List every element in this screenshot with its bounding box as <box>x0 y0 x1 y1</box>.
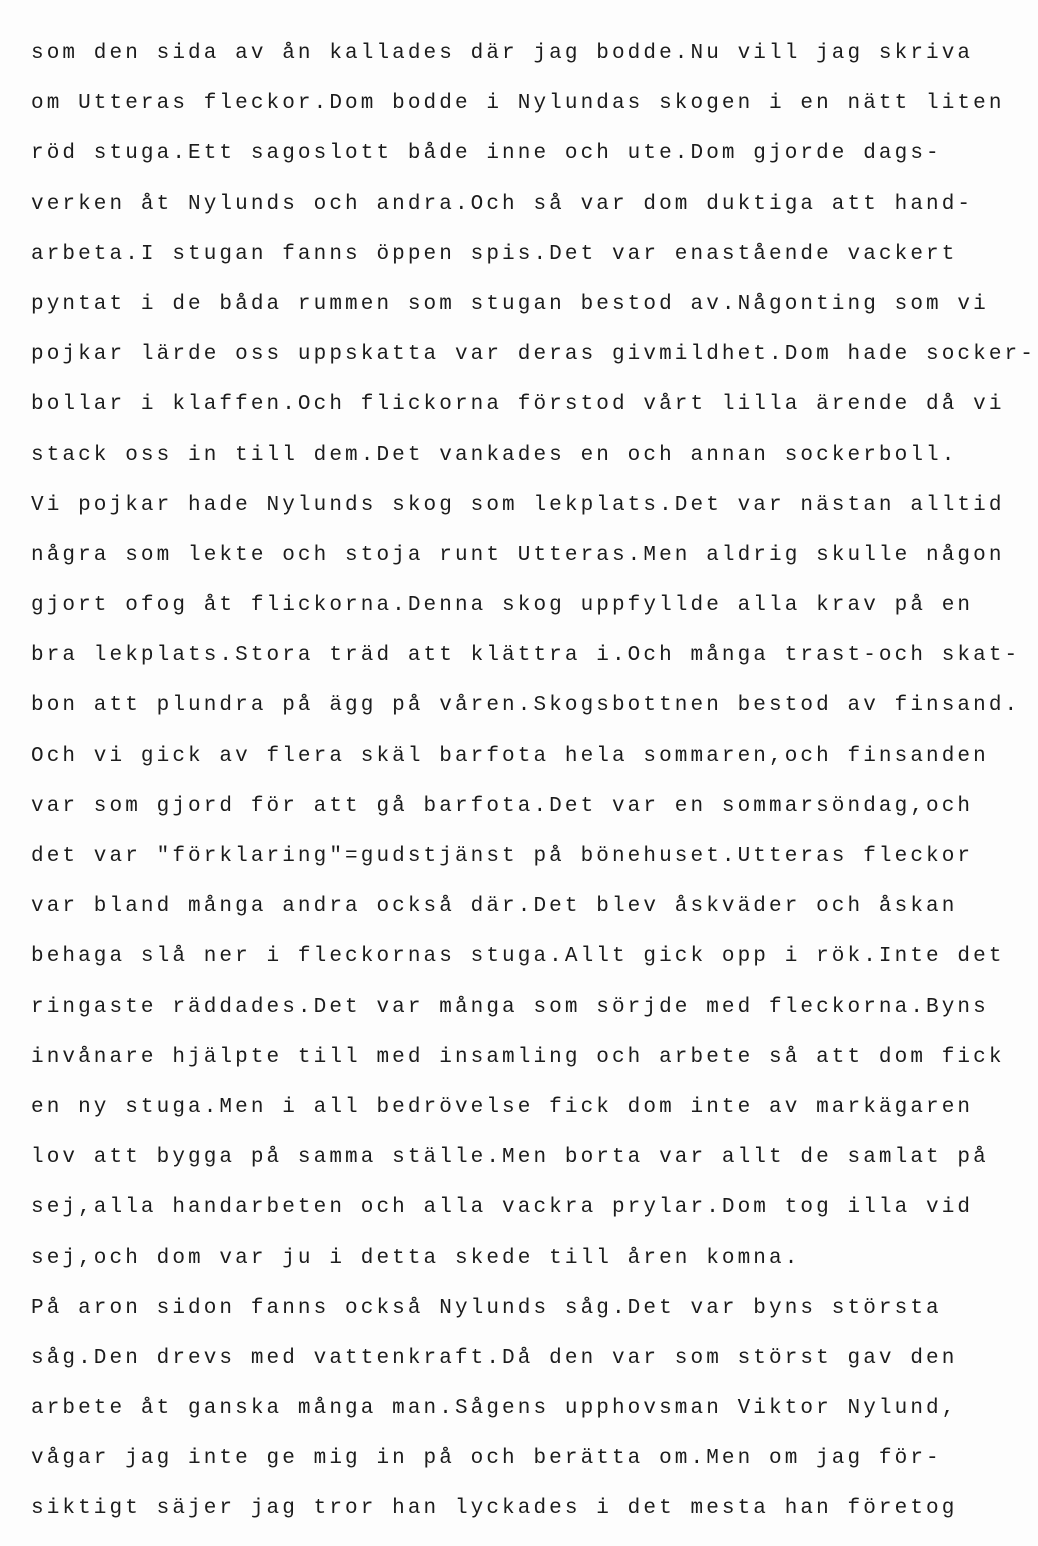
text-line: arbete åt ganska många man.Sågens upphovsman Viktor Nylund, <box>31 1397 958 1421</box>
text-line: bollar i klaffen.Och flickorna förstod vårt lilla ärende då vi <box>31 393 1005 417</box>
text-line: en ny stuga.Men i all bedrövelse fick dom inte av markägaren <box>31 1095 974 1119</box>
text-line: stack oss in till dem.Det vankades en och annan sockerboll. <box>31 443 958 467</box>
text-line: gjort ofog åt flickorna.Denna skog uppfyllde alla krav på en <box>31 594 974 618</box>
typewritten-text-block <box>31 29 1036 1535</box>
text-line: sej,och dom var ju i detta skede till åren komna. <box>31 1246 801 1270</box>
text-line: såg.Den drevs med vattenkraft.Då den var som störst gav den <box>31 1346 958 1370</box>
text-line: pojkar lärde oss uppskatta var deras givmildhet.Dom hade socker- <box>31 343 1036 367</box>
text-line: om Utteras fleckor.Dom bodde i Nylundas skogen i en nätt liten <box>31 92 1005 116</box>
text-line: som den sida av ån kallades där jag bodde.Nu vill jag skriva <box>31 42 974 65</box>
text-line: vågar jag inte ge mig in på och berätta om.Men om jag för- <box>31 1447 942 1471</box>
text-line: Vi pojkar hade Nylunds skog som lekplats.Det var nästan alltid <box>31 493 1005 517</box>
text-line: bra lekplats.Stora träd att klättra i.Och många trast-och skat- <box>31 644 1021 668</box>
text-line: Och vi gick av flera skäl barfota hela sommaren,och finsanden <box>31 744 989 768</box>
text-line: var som gjord för att gå barfota.Det var en sommarsöndag,och <box>31 794 974 818</box>
text-line: bon att plundra på ägg på våren.Skogsbottnen bestod av finsand. <box>31 694 1021 718</box>
text-line: lov att bygga på samma ställe.Men borta var allt de samlat på <box>31 1146 989 1170</box>
text-line: pyntat i de båda rummen som stugan bestod av.Någonting som vi <box>31 292 989 316</box>
text-line: verken åt Nylunds och andra.Och så var dom duktiga att hand- <box>31 192 974 216</box>
text-line: arbeta.I stugan fanns öppen spis.Det var enastående vackert <box>31 242 958 266</box>
text-line: några som lekte och stoja runt Utteras.Men aldrig skulle någon <box>31 543 1005 567</box>
text-line: ringaste räddades.Det var många som sörjde med fleckorna.Byns <box>31 995 989 1019</box>
text-line: var bland många andra också där.Det blev åskväder och åskan <box>31 895 958 919</box>
text-line: behaga slå ner i fleckornas stuga.Allt gick opp i rök.Inte det <box>31 945 1005 969</box>
text-line: På aron sidon fanns också Nylunds såg.Det var byns största <box>31 1296 942 1320</box>
text-line: siktigt säjer jag tror han lyckades i det mesta han företog <box>31 1497 958 1521</box>
text-line: röd stuga.Ett sagoslott både inne och ute.Dom gjorde dags- <box>31 142 942 166</box>
text-line: invånare hjälpte till med insamling och arbete så att dom fick <box>31 1045 1005 1069</box>
text-line: sej,alla handarbeten och alla vackra prylar.Dom tog illa vid <box>31 1196 974 1220</box>
text-line: det var "förklaring"=gudstjänst på bönehuset.Utteras fleckor <box>31 845 974 868</box>
